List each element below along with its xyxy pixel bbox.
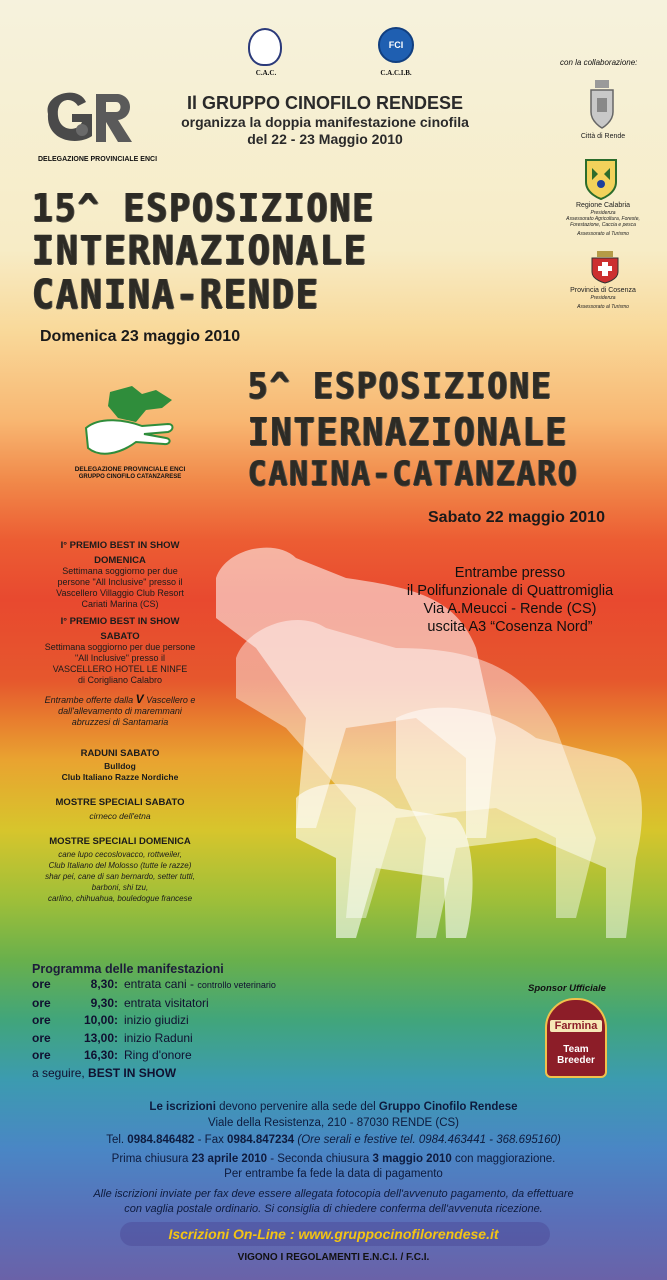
programma-time: 9,30:: [90, 995, 118, 1010]
cosenza-sub2: Assessorato al Turismo: [577, 304, 629, 310]
prize2-line4: di Corigliano Calabro: [77, 675, 163, 685]
prize1-day: DOMENICA: [94, 555, 146, 566]
programma-row: [32, 1047, 352, 1065]
footer-l1c: Gruppo Cinofilo Rendese: [378, 1101, 518, 1113]
fci-text: FCI: [388, 40, 404, 50]
vascellero-logo-icon: V: [135, 692, 144, 706]
footer-l4a: Prima chiusura: [111, 1153, 192, 1165]
footer-tel: 0984.846482: [127, 1134, 195, 1146]
raduni-line1: Bulldog: [104, 761, 136, 771]
calabria-sub3: Forestazione, Caccia e pesca: [570, 222, 636, 228]
footer-line5: Per entrambe fa fede la data di pagamento: [224, 1168, 443, 1180]
offer-line1: [20, 694, 220, 706]
prize1-line2: persone "All Inclusive" presso il: [57, 577, 183, 587]
rende-label: Città di Rende: [580, 133, 626, 140]
farmina-brand: Farmina: [550, 1020, 602, 1032]
programma-block: [32, 962, 352, 1082]
catanzaro-delegazione1: DELEGAZIONE PROVINCIALE ENCI: [74, 466, 186, 473]
mostre-sabato-line1: cirneco dell'etna: [89, 811, 151, 821]
delegazione-label: DELEGAZIONE PROVINCIALE ENCI: [38, 156, 158, 163]
venue-block: [370, 564, 650, 636]
programma-final: [32, 1065, 352, 1083]
event2-line3: CANINA-CATANZARO: [248, 454, 579, 494]
programma-row: [32, 995, 352, 1013]
footer-line1: [0, 1100, 667, 1115]
header-title: Il GRUPPO CINOFILO RENDESE: [186, 93, 464, 113]
calabria-coat-of-arms-icon: [584, 158, 618, 200]
gcr-logo-icon: [38, 84, 136, 150]
programma-title: Programma delle manifestazioni: [32, 962, 224, 976]
prize1-line4: Cariati Marina (CS): [81, 599, 159, 609]
event2-date: Sabato 22 maggio 2010: [428, 509, 605, 526]
header-subtitle: organizza la doppia manifestazione cinofila: [181, 114, 469, 130]
raduni-title: RADUNI SABATO: [80, 748, 160, 759]
footer-l1b: devono pervenire alla sede del: [215, 1101, 379, 1113]
event1-date: Domenica 23 maggio 2010: [40, 328, 241, 345]
footer-line7: con vaglia postale ordinario. Si consiglia di chiedere conferma dell'avvenuta ricezione.: [124, 1203, 543, 1215]
programma-text: Ring d'onore: [124, 1048, 192, 1062]
collab-label: con la collaborazione:: [560, 58, 638, 67]
prize2-line2: "All Inclusive" presso il: [75, 653, 165, 663]
footer-l1a: Le iscrizioni: [149, 1101, 216, 1113]
footer-l3c: - Fax: [194, 1134, 228, 1146]
mostre-domenica-line4: barboni, shi tzu,: [91, 883, 149, 892]
footer-line6: Alle iscrizioni inviate per fax deve essere allegata fotocopia dell'avvenuto pagamento, da effettuare: [93, 1188, 574, 1200]
programma-time: 13,00:: [83, 1030, 118, 1045]
footer-l3a: Tel.: [106, 1134, 128, 1146]
programma-ore: ore: [32, 1048, 51, 1062]
breeder-label: Breeder: [557, 1055, 595, 1066]
programma-ore: ore: [32, 1030, 51, 1045]
cosenza-sub1: Presidenza: [590, 295, 616, 301]
footer-fax: 0984.847234: [227, 1134, 295, 1146]
footer-line2: Viale della Resistenza, 210 - 87030 RENDE (CS): [208, 1117, 459, 1129]
programma-final-pre: a seguire,: [32, 1065, 89, 1080]
event1-line2: INTERNAZIONALE: [32, 228, 368, 274]
programma-row: [32, 976, 352, 995]
vigono-line: VIGONO I REGOLAMENTI E.N.C.I. / F.C.I.: [237, 1252, 430, 1263]
programma-row: [32, 1030, 352, 1048]
fci-logo-icon: [378, 27, 414, 63]
prize2-line1: Settimana soggiorno per due persone: [44, 642, 196, 652]
footer-line4: [0, 1152, 667, 1167]
footer-l3e: (Ore serali e festive tel. 0984.463441 - 368.695160): [294, 1134, 561, 1146]
cosenza-coat-of-arms-icon: [590, 250, 620, 284]
calabria-sub4: Assessorato al Turismo: [577, 231, 629, 237]
farmina-badge: [545, 998, 607, 1078]
offer-line3: abruzzesi di Santamaria: [71, 717, 169, 727]
event1-line3: CANINA-RENDE: [32, 272, 320, 318]
event1-line1: 15^ ESPOSIZIONE: [32, 186, 376, 230]
rende-coat-of-arms-icon: [587, 78, 617, 130]
mostre-domenica-line3: shar pei, cane di san bernardo, setter tutti,: [45, 872, 195, 881]
offer-line1a: Entrambe offerte dalla: [44, 695, 134, 705]
calabria-sub1: Presidenza: [590, 210, 616, 216]
team-label: Team: [563, 1044, 589, 1055]
programma-text: entrata visitatori: [124, 995, 209, 1010]
header-dates: del 22 - 23 Maggio 2010: [247, 131, 403, 147]
cosenza-label: Provincia di Cosenza: [570, 287, 636, 294]
programma-row: [32, 1012, 352, 1030]
prize2-title: I° PREMIO BEST IN SHOW: [60, 616, 180, 627]
programma-ore: ore: [32, 995, 51, 1010]
calabria-label: Regione Calabria: [575, 202, 631, 209]
programma-final-bold: BEST IN SHOW: [88, 1065, 177, 1080]
online-link[interactable]: Iscrizioni On-Line : www.gruppocinofilorendese.it: [168, 1226, 499, 1242]
prize1-line1: Settimana soggiorno per due: [62, 566, 178, 576]
footer-l4e: con maggiorazione.: [451, 1153, 556, 1165]
venue-line4: uscita A3 “Cosenza Nord”: [427, 619, 593, 635]
venue-line1: Entrambe presso: [454, 565, 566, 581]
offer-line1b: Vascellero e: [146, 695, 196, 705]
programma-ore: ore: [32, 977, 51, 991]
prize1-line3: Vascellero Villaggio Club Resort: [56, 588, 184, 598]
programma-time: 16,30:: [83, 1048, 118, 1062]
footer-l4c: - Seconda chiusura: [267, 1153, 373, 1165]
programma-ore: ore: [32, 1013, 51, 1027]
programma-time: 8,30:: [90, 977, 118, 991]
mostre-domenica-line1: cane lupo cecoslovacco, rottweiler,: [58, 850, 182, 859]
catanzaro-hand-dog-logo-icon: [80, 382, 180, 464]
sponsor-label: Sponsor Ufficiale: [528, 983, 606, 994]
footer-line3: [0, 1133, 667, 1148]
programma-time: 10,00:: [83, 1013, 118, 1027]
offer-line2: dall'allevamento di maremmani: [58, 706, 182, 716]
prize2-line3: VASCELLERO HOTEL LE NINFE: [52, 664, 188, 674]
mostre-sabato-title: MOSTRE SPECIALI SABATO: [55, 797, 185, 808]
cacib-label: C.A.C.I.B.: [380, 69, 412, 77]
cac-seal-icon: [248, 28, 282, 66]
programma-text: entrata cani -: [124, 977, 198, 991]
mostre-domenica-line5: carlino, chihuahua, bouledogue francese: [47, 894, 193, 903]
venue-line3: Via A.Meucci - Rende (CS): [423, 601, 597, 617]
venue-line2: il Polifunzionale di Quattromiglia: [406, 583, 614, 599]
footer-l4d: 3 maggio 2010: [372, 1153, 452, 1165]
footer-l4b: 23 aprile 2010: [191, 1153, 268, 1165]
event2-line2: INTERNAZIONALE: [248, 410, 569, 454]
catanzaro-delegazione2: GRUPPO CINOFILO CATANZARESE: [78, 474, 182, 480]
programma-text: inizio giudizi: [124, 1013, 189, 1027]
programma-small: controllo veterinario: [197, 980, 276, 990]
mostre-domenica-line2: Club Italiano del Molosso (tutte le razze): [48, 861, 192, 870]
calabria-sub2: Assessorato Agricoltura, Foreste,: [566, 216, 640, 222]
programma-text: inizio Raduni: [124, 1030, 193, 1045]
mostre-domenica-title: MOSTRE SPECIALI DOMENICA: [49, 836, 191, 847]
event2-line1: 5^ ESPOSIZIONE: [248, 366, 553, 407]
prize2-day: SABATO: [100, 631, 140, 642]
programma-rows: [32, 976, 352, 1065]
raduni-line2: Club Italiano Razze Nordiche: [61, 772, 179, 782]
cac-label: C.A.C.: [255, 69, 277, 77]
prize1-title: I° PREMIO BEST IN SHOW: [60, 540, 180, 551]
